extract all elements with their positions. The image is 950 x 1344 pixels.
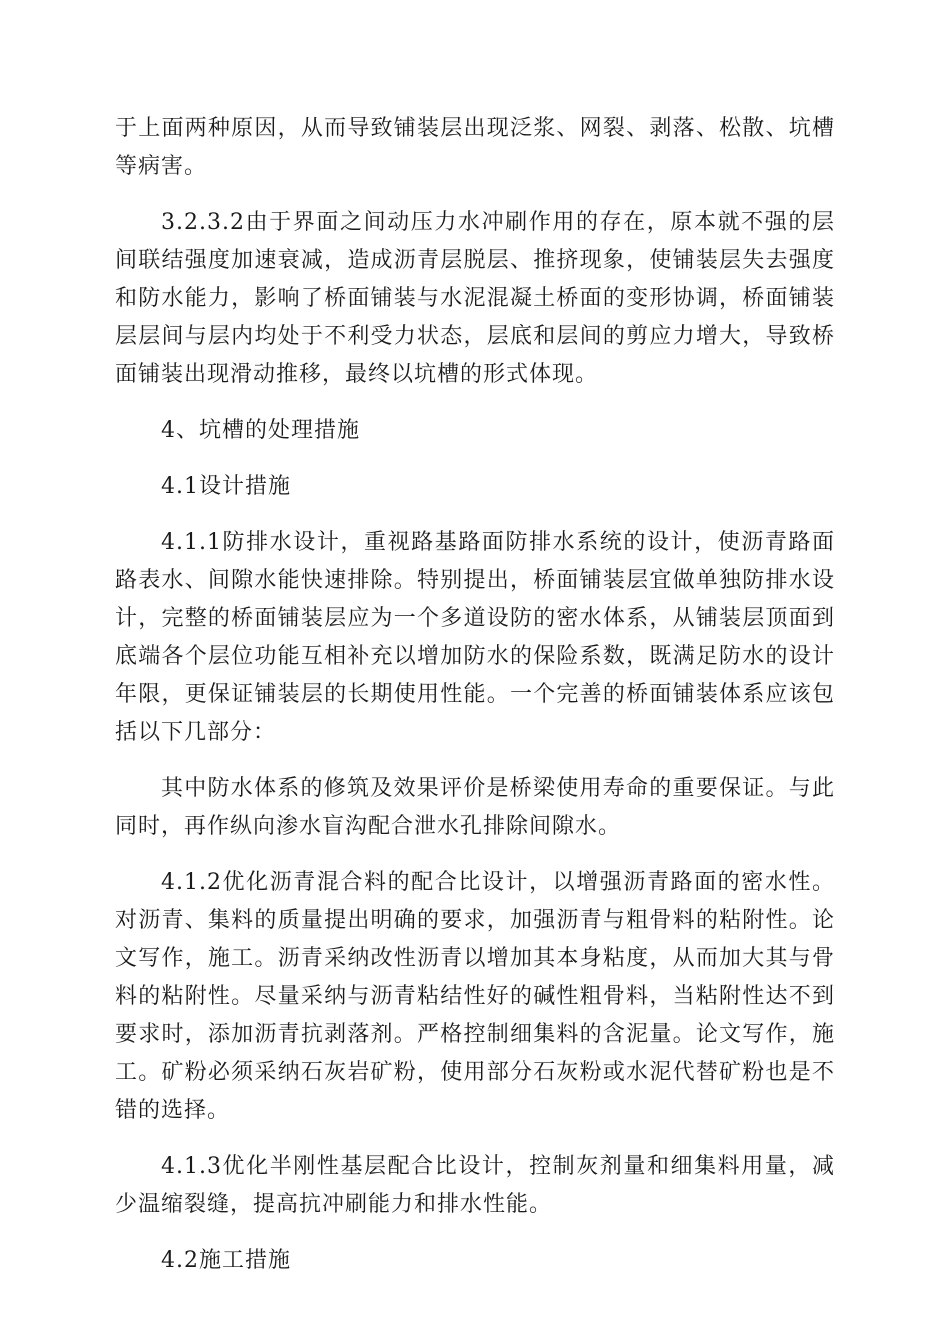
paragraph-continuation: 于上面两种原因，从而导致铺装层出现泛浆、网裂、剥落、松散、坑槽等病害。	[115, 116, 835, 179]
paragraph-4-1-3: 4.1.3优化半刚性基层配合比设计，控制灰剂量和细集料用量，减少温缩裂缝，提高抗冲刷能力和排水性能。	[115, 1154, 835, 1217]
paragraph-4-1-1: 4.1.1防排水设计，重视路基路面防排水系统的设计，使沥青路面路表水、间隙水能快速排除。特别提出，桥面铺装层宜做单独防排水设计，完整的桥面铺装层应为一个多道设防的密水体系，从铺装层顶面到底端各个层位功能互相补充以增加防水的保险系数，既满足防水的设计年限，更保证铺装层的长期使用性能。一个完善的桥面铺装体系应该包括以下几部分：	[115, 530, 835, 745]
section-heading-4-2: 4.2施工措施	[161, 1248, 291, 1273]
paragraph-3-2-3-2: 3.2.3.2由于界面之间动压力水冲刷作用的存在，原本就不强的层间联结强度加速衰减，造成沥青层脱层、推挤现象，使铺装层失去强度和防水能力，影响了桥面铺装与水泥混凝土桥面的变形协调，桥面铺装层层间与层内均处于不利受力状态，层底和层间的剪应力增大，导致桥面铺装出现滑动推移，最终以坑槽的形式体现。	[115, 210, 835, 387]
paragraph-waterproof-system: 其中防水体系的修筑及效果评价是桥梁使用寿命的重要保证。与此同时，再作纵向渗水盲沟配合泄水孔排除间隙水。	[115, 776, 835, 839]
paragraph-4-1-2: 4.1.2优化沥青混合料的配合比设计，以增强沥青路面的密水性。对沥青、集料的质量提出明确的要求，加强沥青与粗骨料的粘附性。论文写作，施工。沥青采纳改性沥青以增加其本身粘度，从而加大其与骨料的粘附性。尽量采纳与沥青粘结性好的碱性粗骨料，当粘附性达不到要求时，添加沥青抗剥落剂。严格控制细集料的含泥量。论文写作，施工。矿粉必须采纳石灰岩矿粉，使用部分石灰粉或水泥代替矿粉也是不错的选择。	[115, 870, 835, 1123]
document-body	[115, 110, 835, 1298]
section-heading-4: 4、坑槽的处理措施	[161, 418, 360, 443]
section-heading-4-1: 4.1设计措施	[161, 474, 291, 499]
